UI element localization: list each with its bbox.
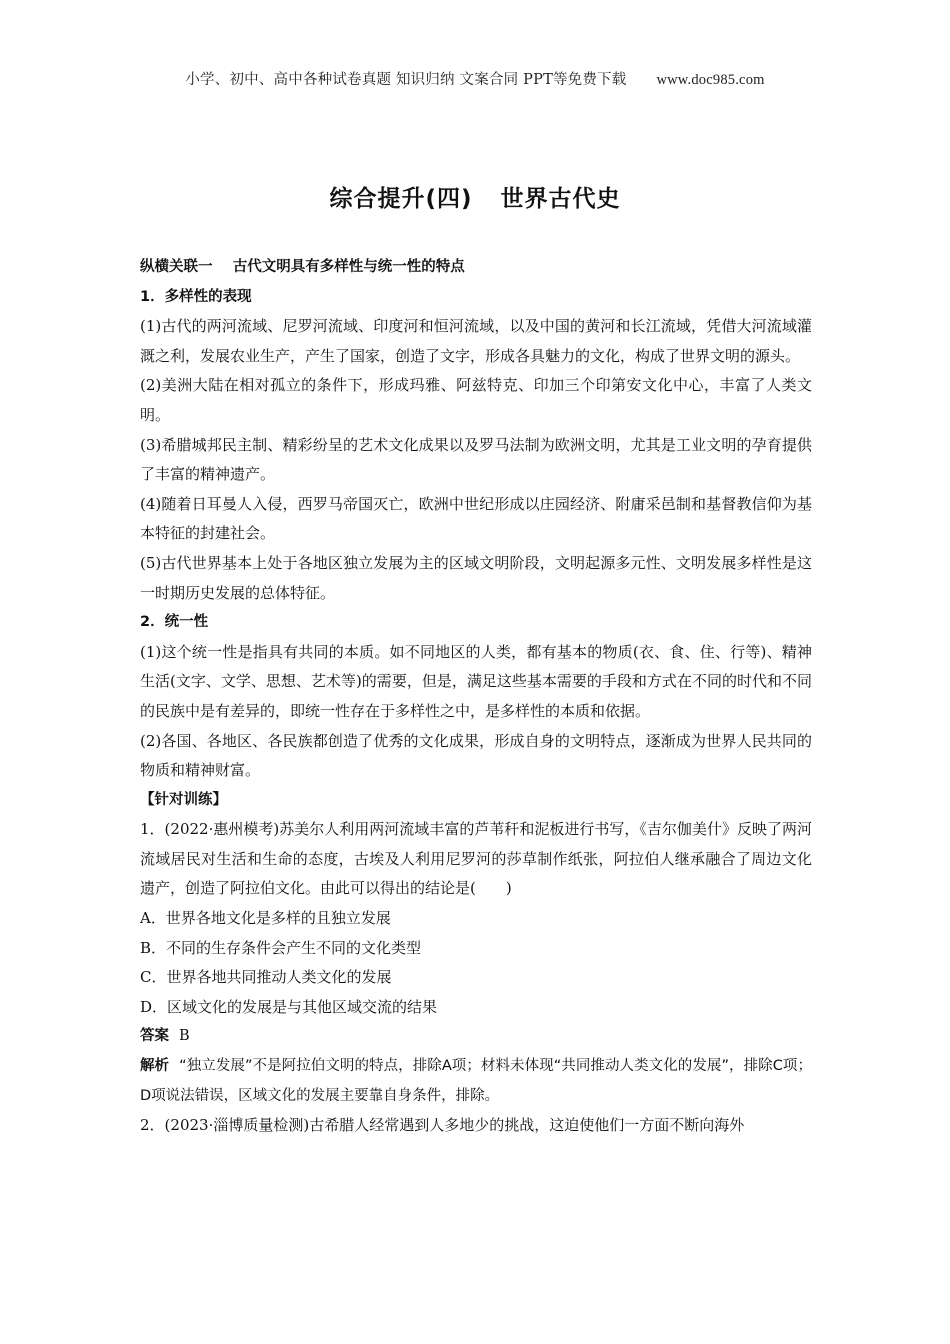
section-heading: 纵横关联一 古代文明具有多样性与统一性的特点 <box>140 259 465 275</box>
answer-value: B <box>179 1028 190 1045</box>
question-1-option-b: B．不同的生存条件会产生不同的文化类型 <box>140 938 422 957</box>
analysis-text: “独立发展”不是阿拉伯文明的特点，排除A项；材料未体现“共同推动人类文化的发展”，排除C项；D项说法错误，区域文化的发展主要靠自身条件，排除。 <box>140 1058 812 1104</box>
point1-paragraph: (5)古代世界基本上处于各地区独立发展为主的区域文明阶段，文明起源多元性、文明发展多样性是这一时期历史发展的总体特征。 <box>140 553 812 602</box>
training-heading: 【针对训练】 <box>140 791 227 808</box>
title-main: 综合提升(四) <box>329 186 473 212</box>
question-1-answer <box>140 1022 812 1052</box>
point2-paragraph: (1)这个统一性是指具有共同的本质。如不同地区的人类，都有基本的物质(衣、食、住、行等)、精神生活(文字、文学、思想、艺术等)的需要，但是，满足这些基本需要的手段和方式在不同的时代和不同的民族中是有差异的，即统一性存在于多样性之中，是多样性的本质和依据。 <box>140 642 812 720</box>
question-1-analysis <box>140 1052 812 1111</box>
point2-paragraph: (2)各国、各地区、各民族都创造了优秀的文化成果，形成自身的文明特点，逐渐成为世界人民共同的物质和精神财富。 <box>140 731 812 780</box>
point2-title: 2．统一性 <box>140 614 209 631</box>
question-2-stem: 2．(2023·淄博质量检测)古希腊人经常遇到人多地少的挑战，这迫使他们一方面不断向海外 <box>140 1116 745 1135</box>
main-content <box>140 253 812 1141</box>
question-1-stem: 1．(2022·惠州模考)苏美尔人利用两河流域丰富的芦苇秆和泥板进行书写，《吉尔伽美什》反映了两河流域居民对生活和生命的态度，古埃及人利用尼罗河的莎草制作纸张，阿拉伯人继承融合了周边文化遗产，创造了阿拉伯文化。由此可以得出的结论是( ) <box>140 820 812 898</box>
answer-label: 答案 <box>140 1028 169 1045</box>
header-site-link[interactable]: www.doc985.com <box>656 72 765 88</box>
page-header <box>0 68 950 89</box>
title-sub: 世界古代史 <box>500 186 621 212</box>
point1-title: 1．多样性的表现 <box>140 288 252 305</box>
question-1-option-a: A．世界各地文化是多样的且独立发展 <box>140 909 391 928</box>
analysis-label: 解析 <box>140 1058 170 1075</box>
question-1-option-c: C．世界各地共同推动人类文化的发展 <box>140 968 392 987</box>
point1-paragraph: (2)美洲大陆在相对孤立的条件下，形成玛雅、阿兹特克、印加三个印第安文化中心，丰富了人类文明。 <box>140 376 812 424</box>
page-title <box>0 180 950 213</box>
question-1-option-d: D．区域文化的发展是与其他区域交流的结果 <box>140 997 438 1016</box>
point1-paragraph: (4)随着日耳曼人入侵，西罗马帝国灭亡，欧洲中世纪形成以庄园经济、附庸采邑制和基督教信仰为基本特征的封建社会。 <box>140 494 812 543</box>
header-text: 小学、初中、高中各种试卷真题 知识归纳 文案合同 PPT等免费下载 <box>185 72 627 88</box>
point1-paragraph: (3)希腊城邦民主制、精彩纷呈的艺术文化成果以及罗马法制为欧洲文明，尤其是工业文明的孕育提供了丰富的精神遗产。 <box>140 435 812 484</box>
point1-paragraph: (1)古代的两河流域、尼罗河流域、印度河和恒河流域，以及中国的黄河和长江流域，凭借大河流域灌溉之利，发展农业生产，产生了国家，创造了文字，形成各具魅力的文化，构成了世界文明的源头。 <box>140 317 812 365</box>
